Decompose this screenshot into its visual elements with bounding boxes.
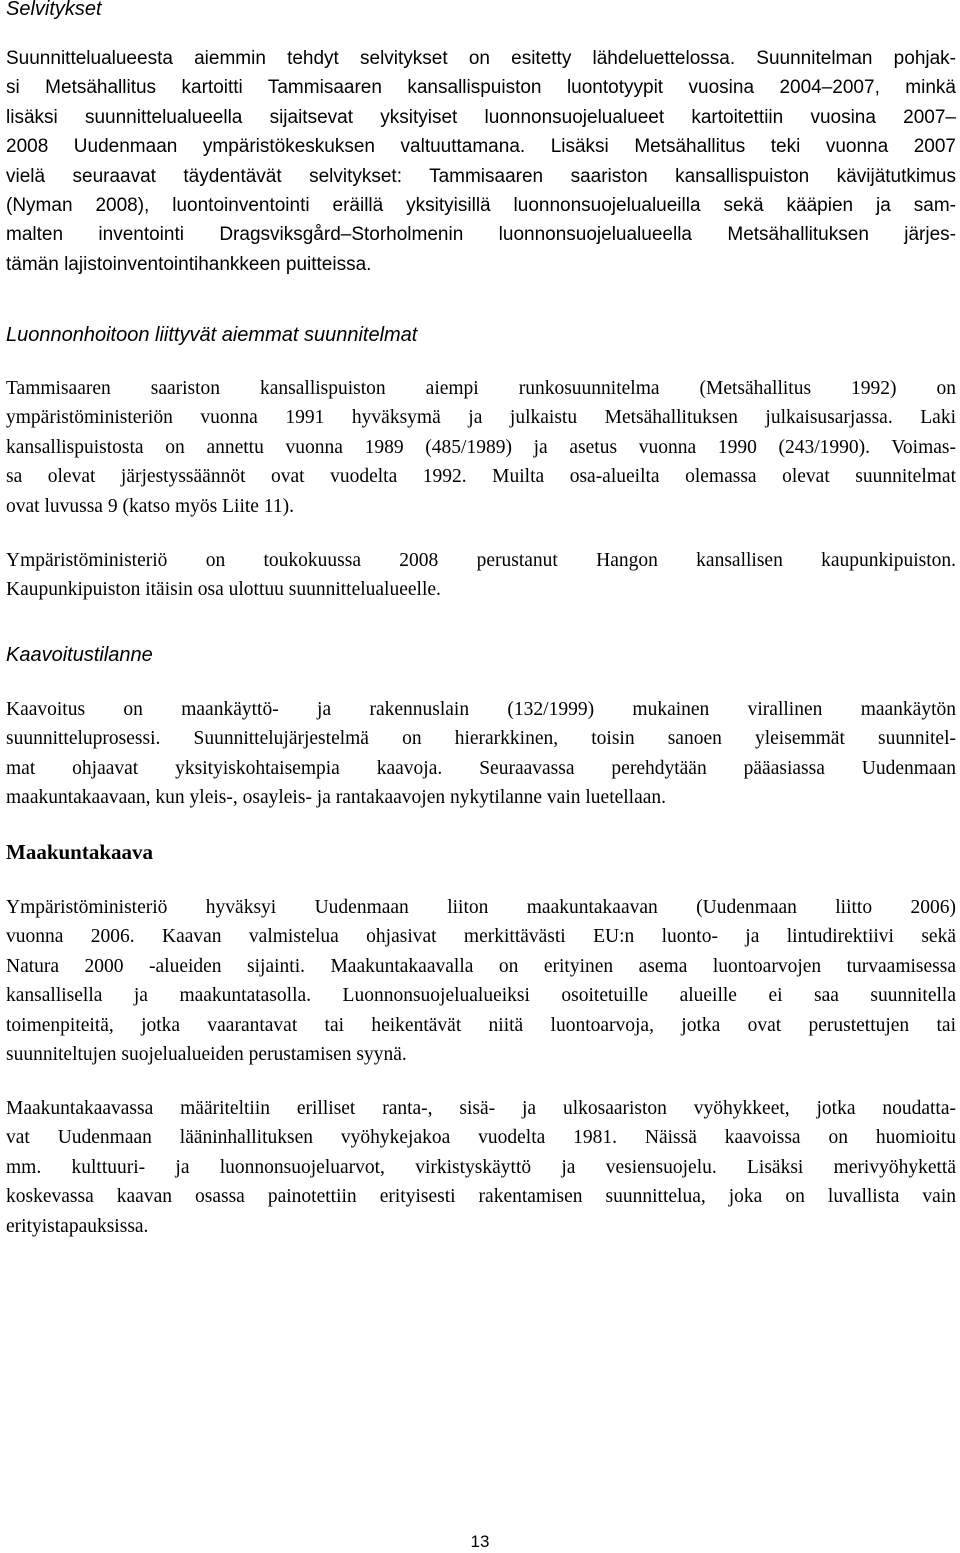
paragraph-line: Maakuntakaavassa määriteltiin erilliset ranta-, sisä- ja ulkosaariston vyöhykkeet, jotka noudatta-	[6, 1098, 956, 1119]
paragraph-line: tämän lajistoinventointihankkeen puitteissa.	[6, 253, 372, 275]
paragraph-line: maakuntakaavaan, kun yleis-, osayleis- ja rantakaavojen nykytilanne vain luetellaan.	[6, 787, 667, 809]
paragraph-line: ovat luvussa 9 (katso myös Liite 11).	[6, 495, 294, 517]
paragraph-line: kansallisella ja maakuntatasolla. Luonnonsuojelualueiksi osoitetuille alueille ei saa suunnitella	[6, 985, 956, 1007]
paragraph-selvitykset	[6, 44, 956, 279]
section-heading-aiemmat-suunnitelmat: Luonnonhoitoon liittyvät aiemmat suunnitelmat	[6, 324, 418, 346]
paragraph-line: vat Uudenmaan lääninhallituksen vyöhykejakoa vuodelta 1981. Näissä kaavoissa on huomioitu	[6, 1127, 956, 1149]
section-heading-maakuntakaava: Maakuntakaava	[6, 840, 154, 864]
paragraph-aiempi-runkosuunnitelma	[6, 374, 956, 521]
paragraph-line: mat ohjaavat yksityiskohtaisempia kaavoja. Seuraavassa perehdytään pääasiassa Uudenmaan	[6, 757, 956, 779]
paragraph-line: Ympäristöministeriö hyväksyi Uudenmaan liiton maakuntakaavan (Uudenmaan liitto 2006)	[6, 897, 956, 918]
paragraph-line: suunniteltujen suojelualueiden perustamisen syynä.	[6, 1043, 407, 1065]
paragraph-line: sa olevat järjestyssäännöt ovat vuodelta 1992. Muilta osa-alueilta olemassa olevat suunnitelmat	[6, 466, 956, 488]
paragraph-line: (Nyman 2008), luontoinventointi eräillä yksityisillä luonnonsuojelualueilla sekä kääpien ja sam-	[6, 194, 956, 216]
paragraph-line: suunnitteluprosessi. Suunnittelujärjestelmä on hierarkkinen, toisin sanoen yleisemmät suunnitel-	[6, 728, 956, 750]
paragraph-kaavoitus	[6, 695, 956, 813]
paragraph-vyohykkeet	[6, 1094, 956, 1241]
paragraph-line: ympäristöministeriön vuonna 1991 hyväksymä ja julkaistu Metsähallituksen julkaisusarjassa. Laki	[6, 407, 956, 429]
paragraph-line: Kaupunkipuiston itäisin osa ulottuu suunnittelualueelle.	[6, 579, 441, 601]
paragraph-line: toimenpiteitä, jotka vaarantavat tai heikentävät niitä luontoarvoja, jotka ovat perustettujen tai	[6, 1014, 956, 1036]
paragraph-line: erityistapauksissa.	[6, 1215, 149, 1237]
paragraph-line: vuonna 2006. Kaavan valmistelua ohjasivat merkittävästi EU:n luonto- ja lintudirektiivi sekä	[6, 926, 956, 948]
page-number: 13	[470, 1532, 490, 1551]
paragraph-line: si Metsähallitus kartoitti Tammisaaren kansallispuiston luontotyypit vuosina 2004–2007, minkä	[6, 77, 956, 99]
paragraph-line: Ympäristöministeriö on toukokuussa 2008 perustanut Hangon kansallisen kaupunkipuiston.	[6, 550, 956, 571]
paragraph-line: koskevassa kaavan osassa painotettiin erityisesti rakentamisen suunnittelua, joka on luvallista vain	[6, 1186, 956, 1208]
section-heading-selvitykset: Selvitykset	[6, 0, 102, 20]
paragraph-maakuntakaava	[6, 893, 956, 1069]
paragraph-line: Natura 2000 -alueiden sijainti. Maakuntakaavalla on erityinen asema luontoarvojen turvaamisessa	[6, 955, 956, 977]
paragraph-line: kansallispuistosta on annettu vuonna 1989 (485/1989) ja asetus vuonna 1990 (243/1990). Voimas-	[6, 436, 956, 458]
paragraph-line: malten inventointi Dragsviksgård–Storholmenin luonnonsuojelualueella Metsähallituksen järjes-	[6, 224, 956, 246]
paragraph-kaupunkipuisto	[6, 546, 956, 605]
paragraph-line: Suunnittelualueesta aiemmin tehdyt selvitykset on esitetty lähdeluettelossa. Suunnitelman pohjak-	[6, 48, 956, 69]
paragraph-line: Kaavoitus on maankäyttö- ja rakennuslain (132/1999) mukainen virallinen maankäytön	[6, 699, 956, 720]
section-heading-kaavoitustilanne: Kaavoitustilanne	[6, 644, 153, 666]
paragraph-line: Tammisaaren saariston kansallispuiston aiempi runkosuunnitelma (Metsähallitus 1992) on	[6, 378, 956, 399]
paragraph-line: mm. kulttuuri- ja luonnonsuojeluarvot, virkistyskäyttö ja vesiensuojelu. Lisäksi merivyöhykettä	[6, 1156, 956, 1178]
paragraph-line: vielä seuraavat täydentävät selvitykset: Tammisaaren saariston kansallispuiston kävijätutkimus	[6, 165, 956, 187]
paragraph-line: lisäksi suunnittelualueella sijaitsevat yksityiset luonnonsuojelualueet kartoitettiin vuosina 2007–	[6, 106, 956, 128]
paragraph-line: 2008 Uudenmaan ympäristökeskuksen valtuuttamana. Lisäksi Metsähallitus teki vuonna 2007	[6, 136, 956, 158]
